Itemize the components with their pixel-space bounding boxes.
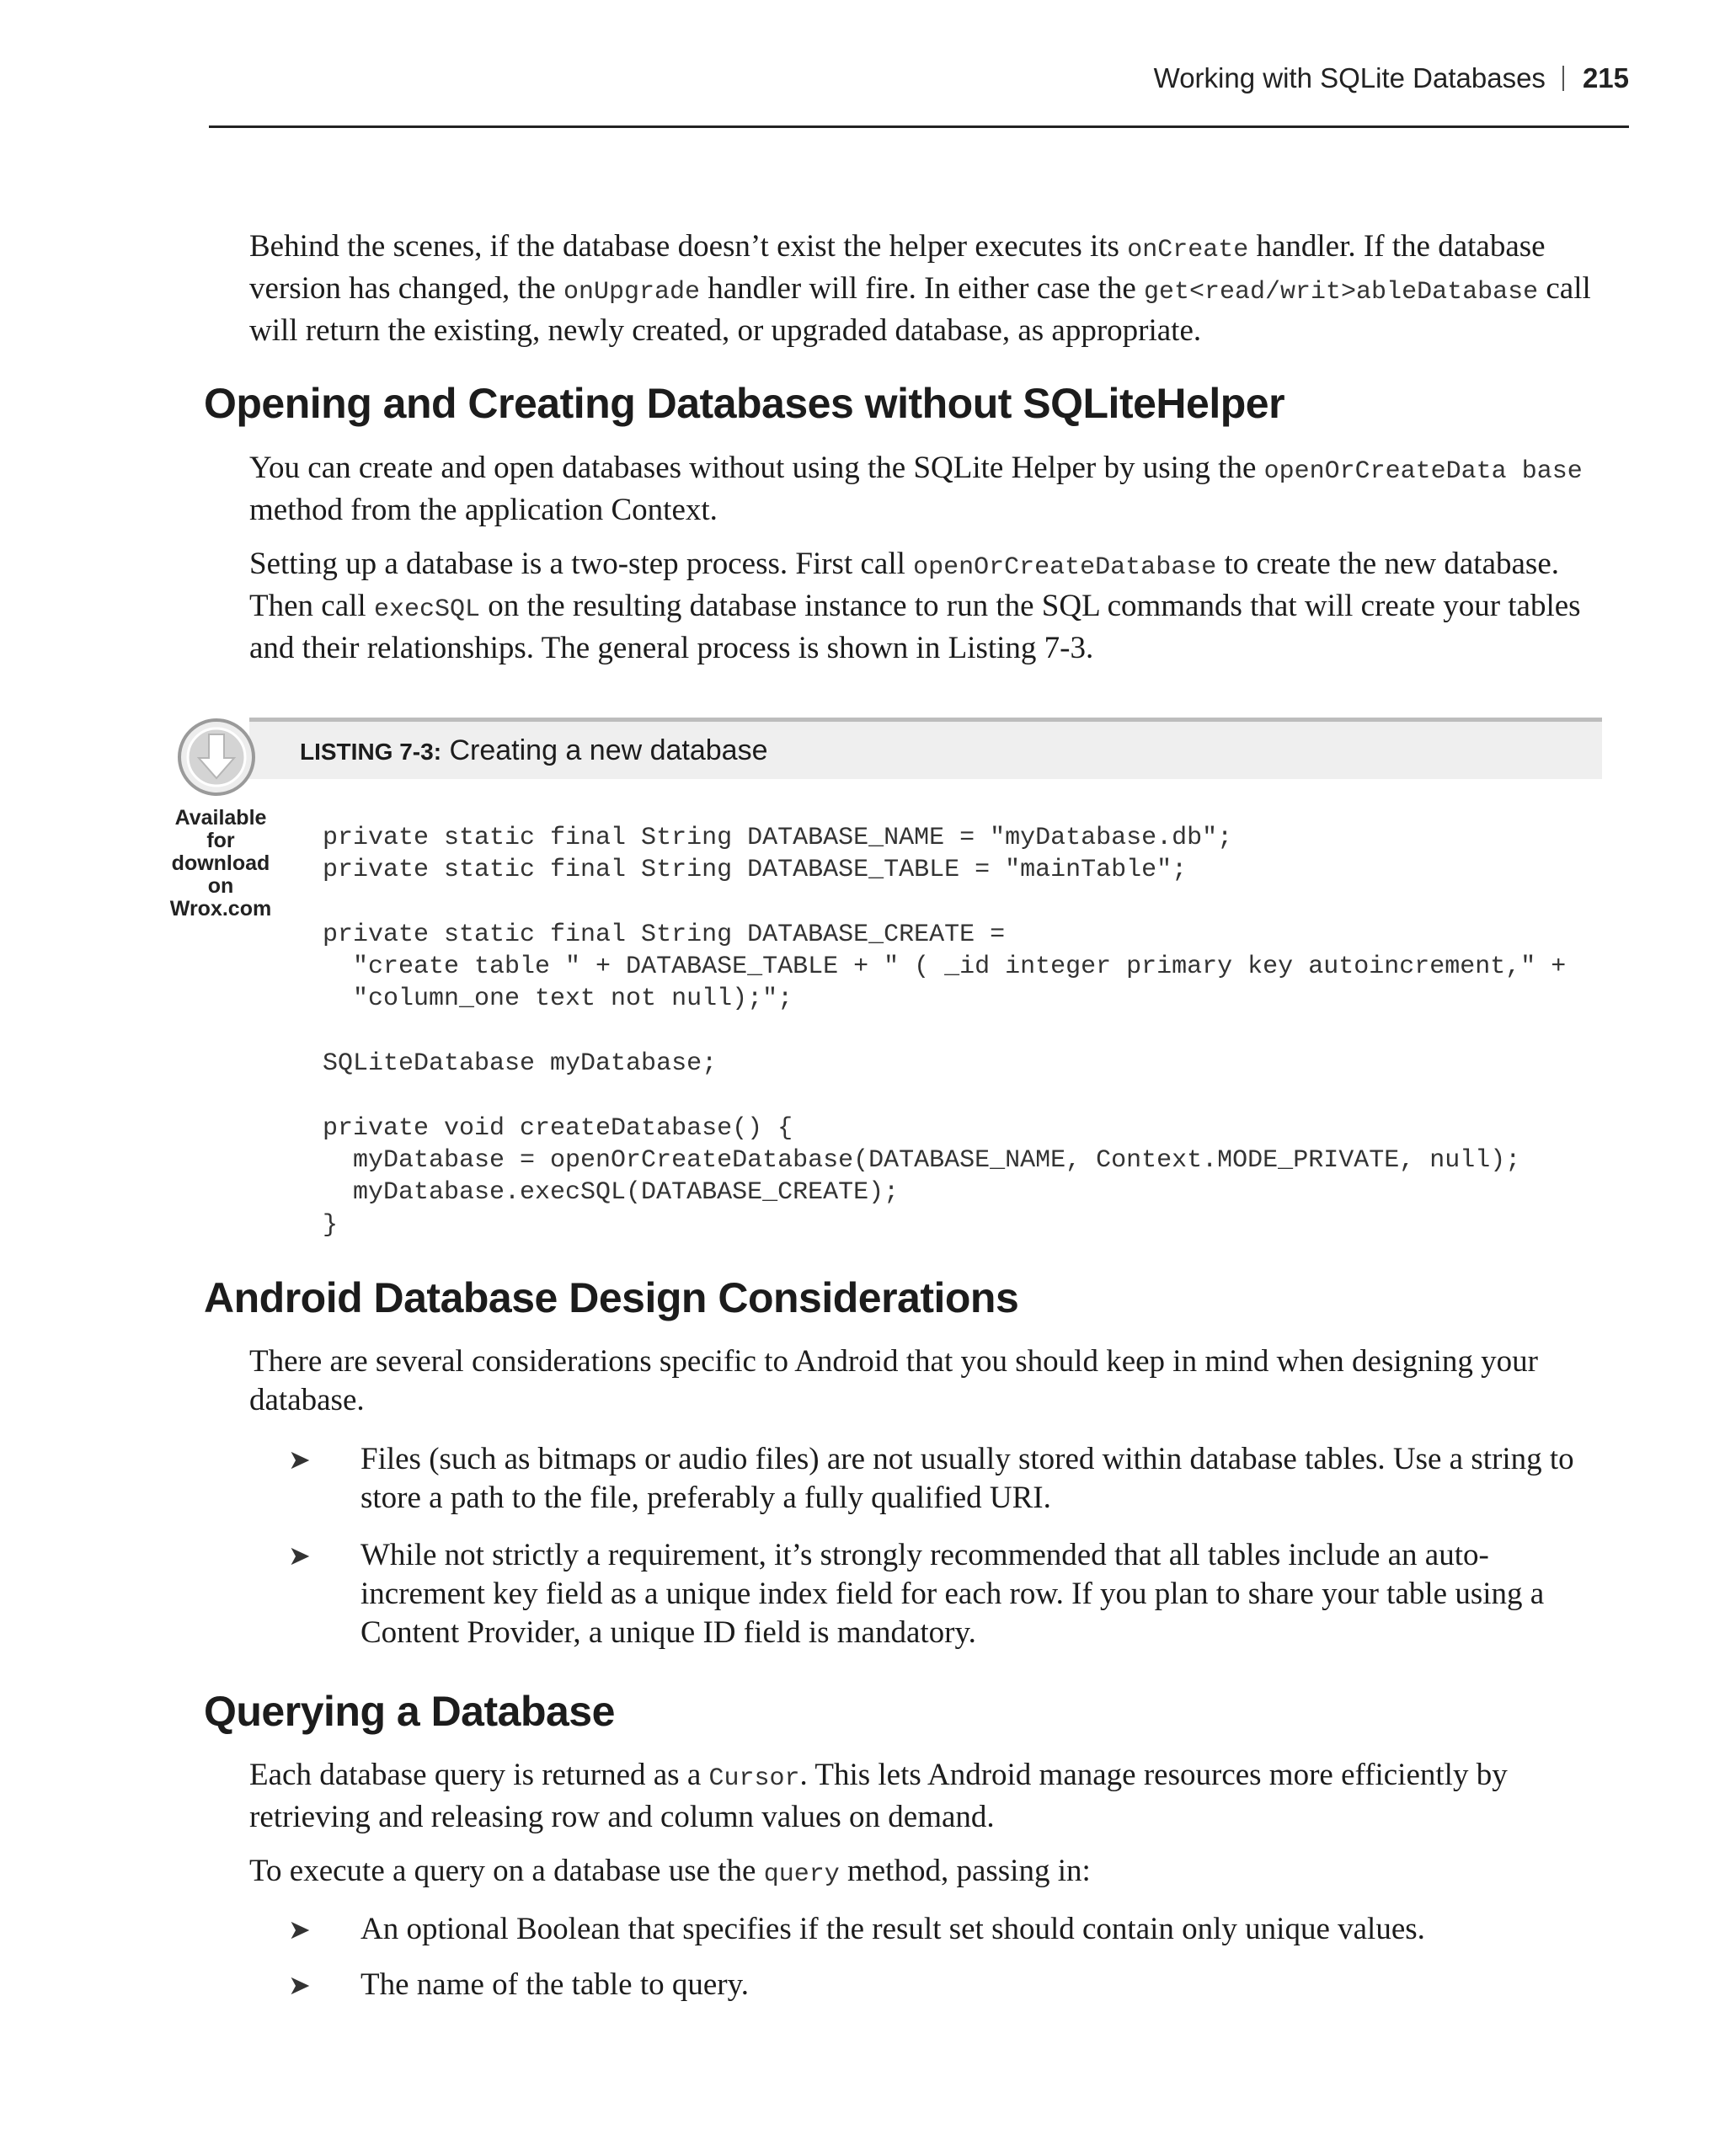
code-cursor: Cursor <box>708 1764 800 1793</box>
code-onupgrade: onUpgrade <box>563 278 700 307</box>
bullet-arrow-icon: ➤ <box>288 1444 311 1475</box>
bullet-text: Files (such as bitmaps or audio files) are not usually stored within database tables. Use a string to store a path to the file, preferably a fully qualified URI. <box>360 1442 1574 1515</box>
s3p2-text-1: To execute a query on a database use the <box>249 1854 764 1888</box>
section-heading-design: Android Database Design Considerations <box>204 1274 1019 1321</box>
section1-paragraph-1 <box>249 449 1602 530</box>
code-execsql: execSQL <box>373 595 480 624</box>
page-number: 215 <box>1582 62 1629 93</box>
bullet-text: An optional Boolean that specifies if the result set should contain only unique values. <box>360 1912 1425 1946</box>
s1p1-text-1: You can create and open databases without using the SQLite Helper by using the <box>249 451 1264 485</box>
s1p2-text-1: Setting up a database is a two-step process. First call <box>249 547 914 581</box>
running-head <box>1154 62 1629 94</box>
download-arrow-icon <box>177 718 256 797</box>
s3p2-text-2: method, passing in: <box>839 1854 1091 1888</box>
section3-paragraph-1 <box>249 1756 1602 1837</box>
listing-label: LISTING 7-3: <box>300 739 442 765</box>
listing-caption: Creating a new database <box>449 734 768 766</box>
header-rule <box>209 125 1629 128</box>
bullet-arrow-icon: ➤ <box>288 1540 311 1571</box>
s3p1-text-1: Each database query is returned as a <box>249 1758 709 1792</box>
code-get-database: get<read/writ>ableDatabase <box>1144 278 1539 307</box>
section-heading-querying: Querying a Database <box>204 1688 615 1735</box>
s1p2-text-3: on the resulting database instance to run the SQL commands that will create your tables and their relationships. The general process is shown in Listing 7-3. <box>249 589 1581 665</box>
bullet-arrow-icon: ➤ <box>288 1914 311 1945</box>
listing-title <box>300 734 768 767</box>
code-oncreate: onCreate <box>1127 236 1249 264</box>
code-listing: private static final String DATABASE_NAME = "myDatabase.db"; private static final String DATABASE_TABLE = "mainTable"; private static final String DATABASE_CREATE = "create table " + DATABASE_TABLE + " ( _id integer primary key autoincrement," + "column_one text not null);"; SQLiteDatabase myDatabase; private void createDatabase() { myDatabase = openOrCreateDatabase(DATABASE_NAME, Context.MODE_PRIVATE, null); myDatabase.execSQL(DATABASE_CREATE); } <box>323 824 1567 1240</box>
running-title: Working with SQLite Databases <box>1153 62 1546 93</box>
section1-paragraph-2 <box>249 545 1602 668</box>
code-openorcreatedatabase: openOrCreateData base <box>1263 457 1583 486</box>
intro-paragraph <box>249 227 1602 350</box>
bullet-text: While not strictly a requirement, it’s strongly recommended that all tables include an auto-increment key field as a unique index field for each row. If you plan to share your table using a Content Provider, a unique ID field is mandatory. <box>360 1538 1545 1650</box>
section3-paragraph-2 <box>249 1852 1602 1894</box>
s1p1-text-2: method from the application Context. <box>249 493 718 527</box>
intro-text-4: call will return the existing, newly created, or upgraded database, as appropriate. <box>249 271 1591 348</box>
intro-text-3: handler will fire. In either case the <box>700 271 1145 306</box>
bullet-text: The name of the table to query. <box>360 1967 749 2002</box>
s1p2-text-2: to create the new database. Then call <box>249 547 1559 623</box>
intro-text-1: Behind the scenes, if the database doesn’t exist the helper executes its <box>249 229 1128 264</box>
intro-text-2: handler. If the database version has changed, the <box>249 229 1546 306</box>
code-query: query <box>763 1860 840 1889</box>
bullet-arrow-icon: ➤ <box>288 1970 311 2000</box>
s3p1-text-2: . This lets Android manage resources more efficiently by retrieving and releasing row and column values on demand. <box>249 1758 1508 1834</box>
section-heading-opening: Opening and Creating Databases without SQLiteHelper <box>204 380 1285 427</box>
section2-paragraph: There are several considerations specific to Android that you should keep in mind when designing your database. <box>249 1344 1538 1417</box>
download-note: Available for download on Wrox.com <box>169 806 272 921</box>
code-openorcreatedatabase-2: openOrCreateDatabase <box>913 553 1217 582</box>
header-separator <box>1562 66 1564 91</box>
